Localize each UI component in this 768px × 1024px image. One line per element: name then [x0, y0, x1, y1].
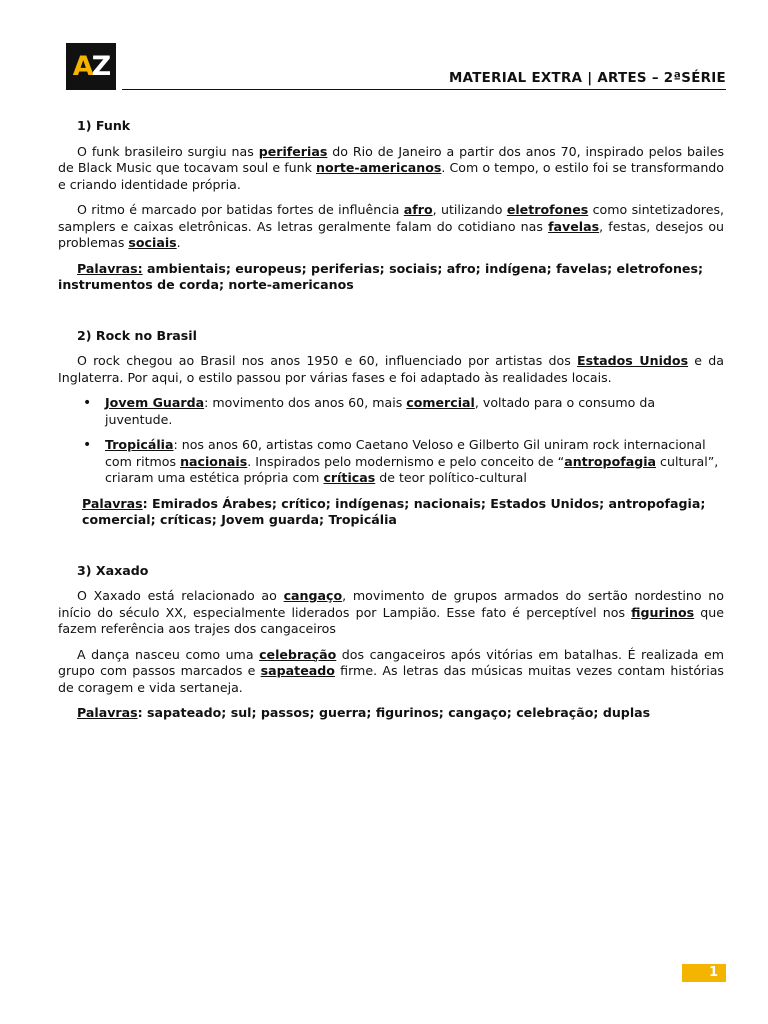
section-title-xaxado: 3) Xaxado [77, 562, 149, 578]
bullet-list [58, 395, 724, 487]
list-item: • Tropicália: nos anos 60, artistas como Caetano Veloso e Gilberto Gil uniram rock internacional com ritmos nacionais. Inspirados pelo modernismo e pelo conceito de “antropofagia cultural”, criaram uma estética própria com críticas de teor político-cultural [105, 437, 724, 487]
paragraph: O funk brasileiro surgiu nas periferias do Rio de Janeiro a partir dos anos 70, inspirado pelos bailes de Black Music que tocavam soul e funk norte-americanos. Com o tempo, o estilo foi se transformando e criando identidade própria. [58, 143, 725, 192]
paragraph: O Xaxado está relacionado ao cangaço, movimento de grupos armados do sertão nordestino no início do século XX, especialmente liderados por Lampião. Esse fato é perceptível nos figurinos que fazem referência aos trajes dos cangaceiros [58, 588, 725, 636]
word-bank: Palavras: sapateado; sul; passos; guerra; figurinos; cangaço; celebração; duplas [77, 705, 651, 720]
az-logo: AZ [66, 43, 116, 90]
word-bank: Palavras: Emirados Árabes; crítico; indígenas; nacionais; Estados Unidos; antropofagia; comercial; críticas; Jovem guarda; Tropicália [82, 495, 706, 527]
paragraph: O rock chegou ao Brasil nos anos 1950 e 60, influenciado por artistas dos Estados Unidos e da Inglaterra. Por aqui, o estilo passou por várias fases e foi adaptado às realidades locais. [58, 353, 724, 385]
header-divider [122, 89, 726, 90]
section-title-rock: 2) Rock no Brasil [77, 327, 197, 343]
document-body [58, 118, 724, 722]
section-title-funk: 1) Funk [77, 118, 131, 133]
list-item: • Jovem Guarda: movimento dos anos 60, mais comercial, voltado para o consumo da juventude. [105, 395, 724, 428]
header-title: MATERIAL EXTRA | ARTES – 2ªSÉRIE [449, 71, 726, 86]
page-number: 1 [682, 964, 726, 982]
word-bank: Palavras: ambientais; europeus; periferias; sociais; afro; indígena; favelas; eletrofones; instrumentos de corda; norte-americanos [58, 260, 703, 292]
paragraph: O ritmo é marcado por batidas fortes de influência afro, utilizando eletrofones como sintetizadores, samplers e caixas eletrônicas. As letras geralmente falam do cotidiano nas favelas, festas, desejos ou problemas sociais. [58, 202, 725, 250]
paragraph: A dança nasceu como uma celebração dos cangaceiros após vitórias em batalhas. É realizada em grupo com passos marcados e sapateado firme. As letras das músicas muitas vezes contam histórias de coragem e vida sertaneja. [58, 646, 724, 695]
